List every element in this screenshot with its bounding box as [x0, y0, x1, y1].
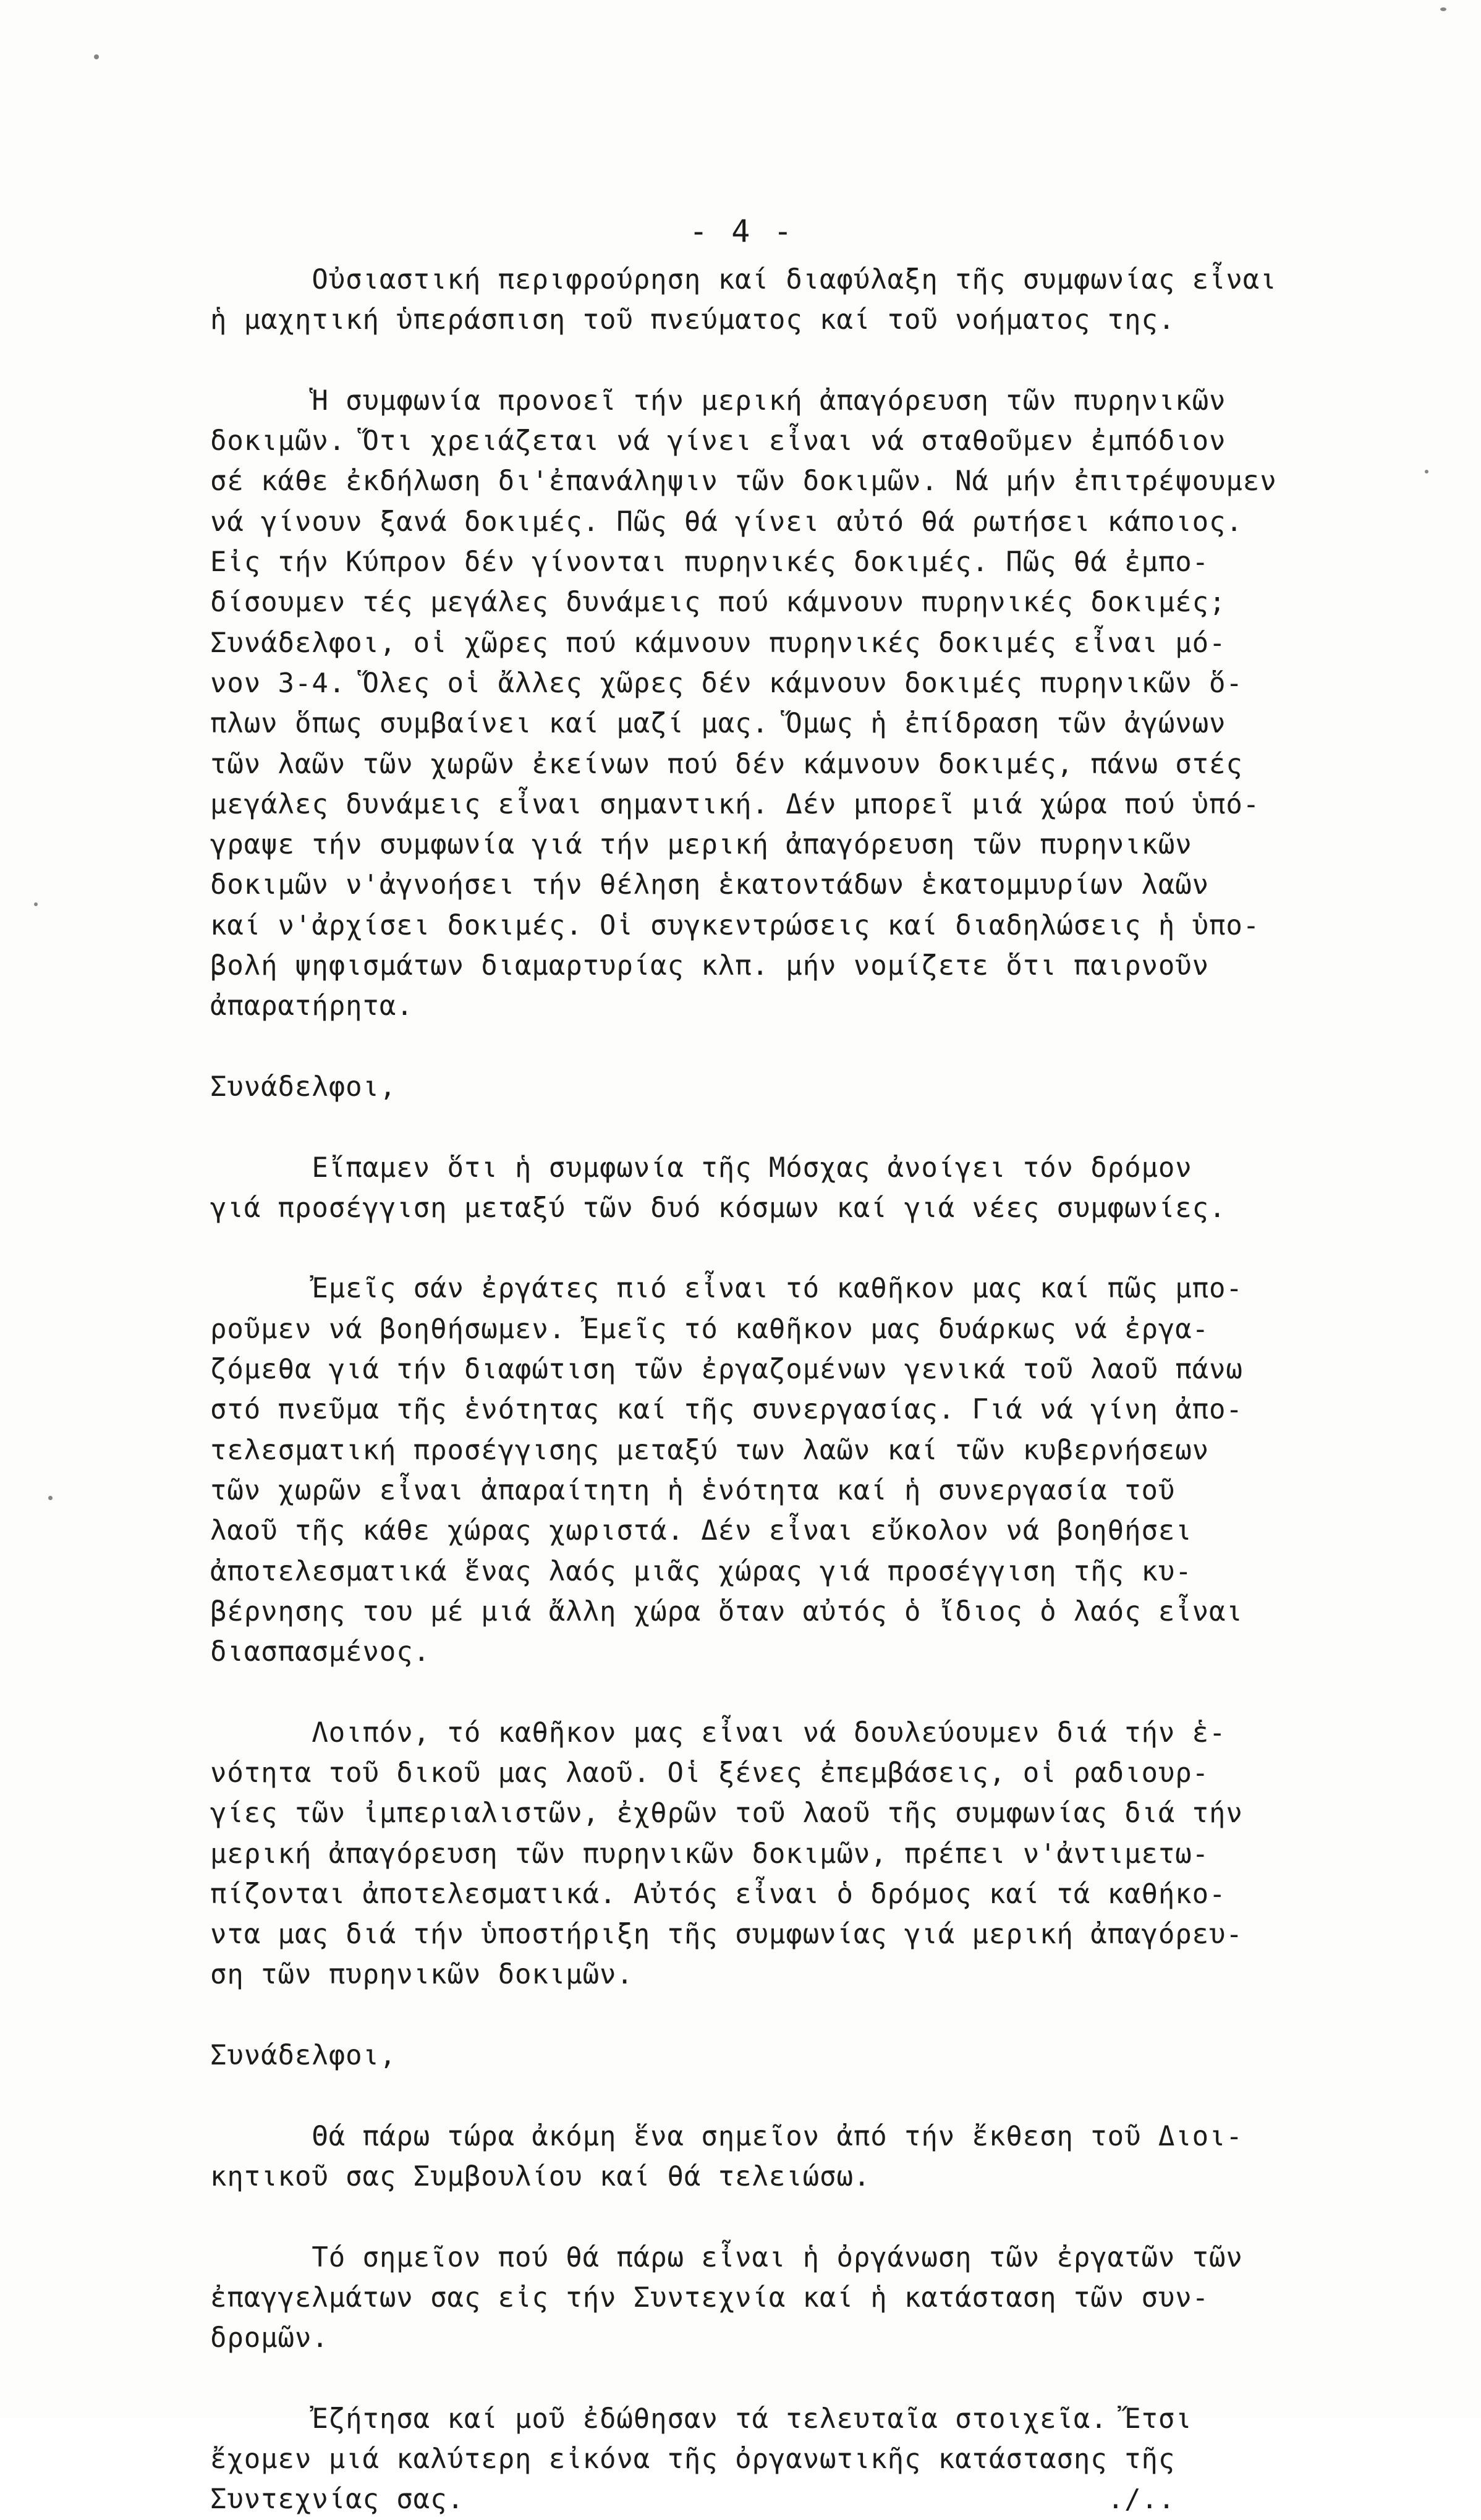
text-line: ροῦμεν νά βοηθήσωμεν. Ἐμεῖς τό καθῆκον μας δυάρκως νά ἐργα- [210, 1313, 1210, 1345]
paragraph [210, 1148, 1397, 1229]
text-line: ζόμεθα γιά τήν διαφώτιση τῶν ἐργαζομένων γενικά τοῦ λαοῦ πάνω [210, 1354, 1243, 1386]
paragraph [210, 2035, 1397, 2076]
paragraph-gap [210, 1672, 1397, 1712]
text-line: Ἐμεῖς σάν ἐργάτες πιό εἶναι τό καθῆκον μας καί πῶς μπο- [210, 1273, 1243, 1305]
text-line: διασπασμένος. [210, 1636, 431, 1668]
paragraph [210, 2238, 1397, 2359]
paragraph [210, 2116, 1397, 2197]
page-number: - 4 - [689, 213, 795, 249]
text-line: γραψε τήν συμφωνία γιά τήν μερική ἀπαγόρευση τῶν πυρηνικῶν [210, 829, 1192, 861]
text-line: βέρνησης του μέ μιά ἄλλη χώρα ὅταν αὐτός ὁ ἴδιος ὁ λαός εἶναι [210, 1595, 1243, 1627]
text-line: δίσουμεν τές μεγάλες δυνάμεις πού κάμνουν πυρηνικές δοκιμές; [210, 587, 1226, 619]
text-line: ἀπαρατήρητα. [210, 990, 414, 1022]
text-line: ἔχομεν μιά καλύτερη εἰκόνα τῆς ὀργανωτικῆς κατάστασης τῆς [210, 2443, 1176, 2475]
paragraph-gap [210, 341, 1397, 381]
text-line: Τό σημεῖον πού θά πάρω εἶναι ἡ ὀργάνωση τῶν ἐργατῶν τῶν [210, 2241, 1243, 2273]
paragraph [210, 1067, 1397, 1107]
text-line: Συνάδελφοι, [210, 1071, 397, 1103]
paragraph [210, 381, 1397, 1027]
text-line: Ἐζήτησα καί μοῦ ἐδώθησαν τά τελευταῖα στοιχεῖα. Ἔτσι [210, 2403, 1192, 2435]
text-line: τῶν χωρῶν εἶναι ἀπαραίτητη ἡ ἑνότητα καί ἡ συνεργασία τοῦ [210, 1474, 1176, 1506]
paragraph [210, 1713, 1397, 1995]
paragraph-gap [210, 1995, 1397, 2035]
text-line: στό πνεῦμα τῆς ἑνότητας καί τῆς συνεργασίας. Γιά νά γίνη ἀπο- [210, 1394, 1243, 1426]
text-line: καί ν'ἀρχίσει δοκιμές. Οἱ συγκεντρώσεις καί διαδηλώσεις ἡ ὑπο- [210, 909, 1260, 941]
text-line: λαοῦ τῆς κάθε χώρας χωριστά. Δέν εἶναι εὔκολον νά βοηθήσει [210, 1515, 1192, 1547]
text-line: Συνάδελφοι, [210, 2040, 397, 2072]
paragraph-gap [210, 1027, 1397, 1067]
text-line: ἀποτελεσματικά ἕνας λαός μιᾶς χώρας γιά προσέγγιση τῆς κυ- [210, 1555, 1192, 1587]
text-line: σέ κάθε ἐκδήλωση δι'ἐπανάληψιν τῶν δοκιμῶν. Νά μήν ἐπιτρέψουμεν [210, 465, 1277, 498]
scan-speck [1425, 470, 1428, 473]
text-line: τελεσματική προσέγγισης μεταξύ των λαῶν καί τῶν κυβερνήσεων [210, 1434, 1210, 1466]
paragraph [210, 2399, 1397, 2520]
text-line: δρομῶν. [210, 2322, 329, 2354]
text-line: γίες τῶν ἰμπεριαλιστῶν, ἐχθρῶν τοῦ λαοῦ τῆς συμφωνίας διά τήν [210, 1797, 1243, 1830]
paragraph-gap [210, 2076, 1397, 2116]
scan-speck [94, 54, 99, 59]
scan-speck [48, 1496, 53, 1500]
text-line: ἐπαγγελμάτων σας εἰς τήν Συντεχνία καί ἡ κατάσταση τῶν συν- [210, 2281, 1210, 2314]
text-line: Λοιπόν, τό καθῆκον μας εἶναι νά δουλεύουμεν διά τήν ἑ- [210, 1716, 1226, 1749]
text-line: νά γίνουν ξανά δοκιμές. Πῶς θά γίνει αὐτό θά ρωτήσει κάποιος. [210, 506, 1243, 538]
text-line: δοκιμῶν ν'ἀγνοήσει τήν θέληση ἑκατοντάδων ἑκατομμυρίων λαῶν [210, 869, 1210, 901]
text-line: Συνάδελφοι, οἱ χῶρες πού κάμνουν πυρηνικές δοκιμές εἶναι μό- [210, 627, 1226, 659]
text-line: Εἰς τήν Κύπρον δέν γίνονται πυρηνικές δοκιμές. Πῶς θά ἐμπο- [210, 546, 1210, 579]
text-line: Συντεχνίας σας. ./.. [210, 2484, 1176, 2516]
text-line: ντα μας διά τήν ὑποστήριξη τῆς συμφωνίας γιά μερική ἀπαγόρευ- [210, 1919, 1243, 1951]
text-line: νότητα τοῦ δικοῦ μας λαοῦ. Οἱ ξένες ἐπεμβάσεις, οἱ ραδιουρ- [210, 1757, 1210, 1789]
text-line: Θά πάρω τώρα ἀκόμη ἕνα σημεῖον ἀπό τήν ἔκθεση τοῦ Διοι- [210, 2120, 1243, 2152]
paragraph-gap [210, 1228, 1397, 1268]
paragraph-gap [210, 1107, 1397, 1147]
paragraph-gap [210, 2197, 1397, 2237]
document-body [210, 260, 1397, 2520]
text-line: τῶν λαῶν τῶν χωρῶν ἐκείνων πού δέν κάμνουν δοκιμές, πάνω στές [210, 748, 1243, 780]
scan-speck [34, 902, 38, 906]
text-line: Ἡ συμφωνία προνοεῖ τήν μερική ἀπαγόρευση τῶν πυρηνικῶν [210, 384, 1226, 417]
paragraph [210, 260, 1397, 341]
text-line: πίζονται ἀποτελεσματικά. Αὐτός εἶναι ὁ δρόμος καί τά καθήκο- [210, 1878, 1226, 1910]
text-line: πλων ὅπως συμβαίνει καί μαζί μας. Ὅμως ἡ ἐπίδραση τῶν ἀγώνων [210, 708, 1226, 740]
text-line: ση τῶν πυρηνικῶν δοκιμῶν. [210, 1959, 634, 1991]
text-line: μερική ἀπαγόρευση τῶν πυρηνικῶν δοκιμῶν, πρέπει ν'ἀντιμετω- [210, 1838, 1210, 1870]
paragraph-gap [210, 2358, 1397, 2398]
text-line: γιά προσέγγιση μεταξύ τῶν δυό κόσμων καί γιά νέες συμφωνίες. [210, 1192, 1226, 1224]
paragraph [210, 1268, 1397, 1672]
text-line: νον 3-4. Ὅλες οἱ ἄλλες χῶρες δέν κάμνουν δοκιμές πυρηνικῶν ὅ- [210, 667, 1243, 699]
text-line: βολή ψηφισμάτων διαμαρτυρίας κλπ. μήν νομίζετε ὅτι παιρνοῦν [210, 950, 1210, 982]
text-line: Οὐσιαστική περιφρούρηση καί διαφύλαξη τῆς συμφωνίας εἶναι [210, 264, 1277, 295]
text-line: μεγάλες δυνάμεις εἶναι σημαντική. Δέν μπορεῖ μιά χώρα πού ὑπό- [210, 788, 1260, 820]
text-line: ἡ μαχητική ὑπεράσπιση τοῦ πνεύματος καί τοῦ νοήματος της. [210, 304, 1176, 336]
text-line: κητικοῦ σας Συμβουλίου καί θά τελειώσω. [210, 2160, 871, 2192]
scan-speck [1440, 7, 1446, 11]
text-line: δοκιμῶν. Ὅτι χρειάζεται νά γίνει εἶναι νά σταθοῦμεν ἐμπόδιον [210, 425, 1226, 457]
text-line: Εἴπαμεν ὅτι ἡ συμφωνία τῆς Μόσχας ἀνοίγει τόν δρόμον [210, 1152, 1192, 1184]
